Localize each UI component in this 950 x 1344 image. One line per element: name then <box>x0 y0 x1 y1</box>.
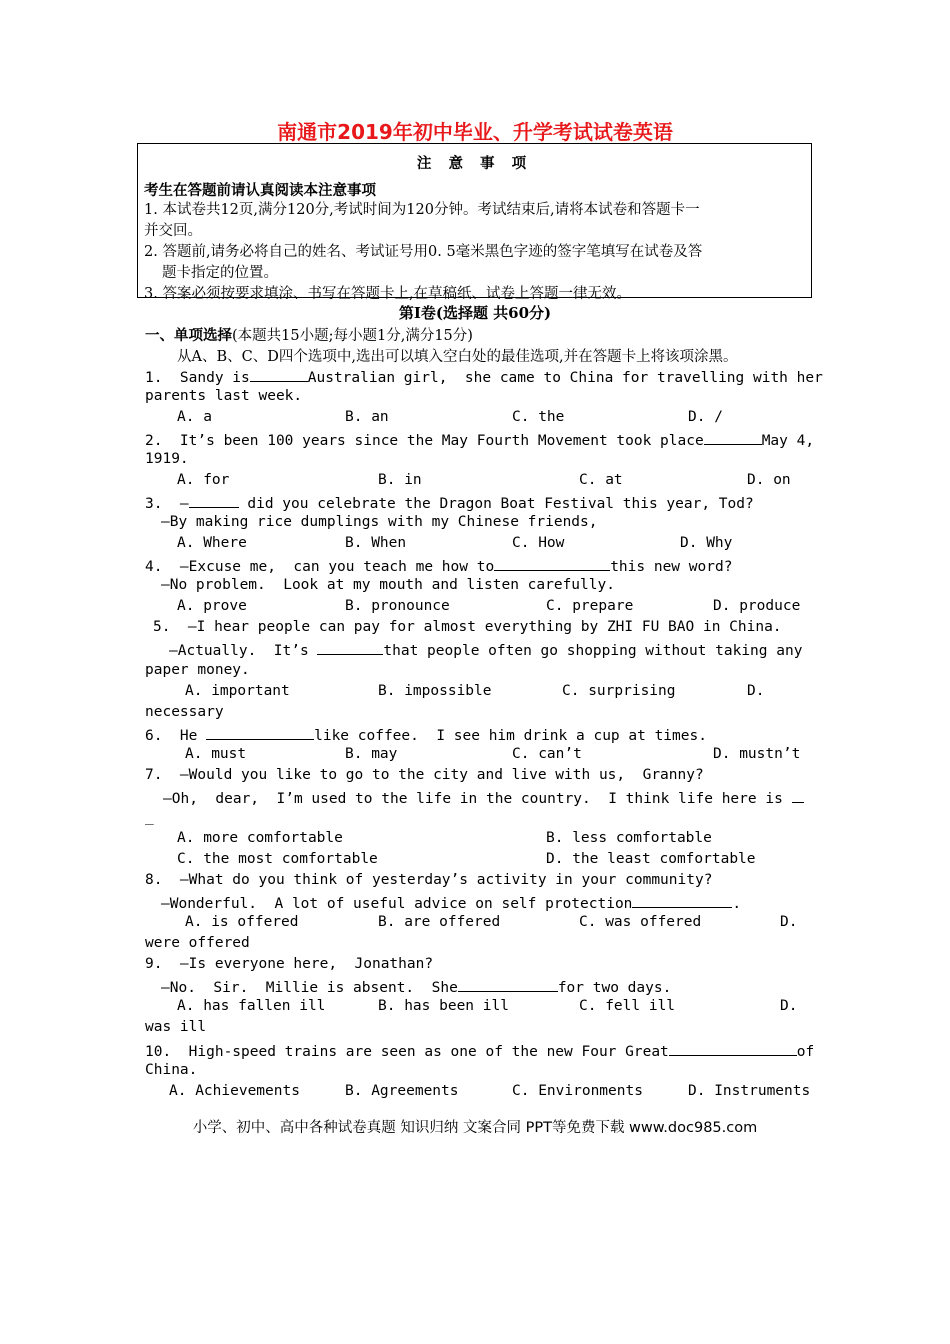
question-1-cont: parents last week. <box>145 388 303 404</box>
option: D. / <box>688 409 723 425</box>
question-text: 3. — <box>145 496 189 512</box>
question-text: 1. Sandy is <box>145 370 250 386</box>
question-text: 2. It’s been 100 years since the May Fourth Movement took place <box>145 433 704 449</box>
answer-blank <box>704 430 762 445</box>
question-text: that people often go shopping without taking any <box>383 643 803 659</box>
question-4-stem <box>145 556 732 575</box>
option: A. Where <box>177 535 247 551</box>
question-text: May 4, <box>761 433 815 449</box>
option-wrap: was ill <box>145 1019 207 1035</box>
question-7-reply <box>163 788 804 807</box>
option: C. How <box>512 535 565 551</box>
option: B. When <box>345 535 407 551</box>
option: B. may <box>345 746 398 762</box>
question-text: 4. —Excuse me, can you teach me how to <box>145 559 495 575</box>
notice-box <box>137 143 812 302</box>
option: A. more comfortable <box>177 830 343 846</box>
question-10-cont: China. <box>145 1062 198 1078</box>
option: A. a <box>177 409 212 425</box>
question-8-stem: 8. —What do you think of yesterday’s activity in your community? <box>145 872 713 888</box>
option: C. Environments <box>512 1083 643 1099</box>
answer-blank <box>792 788 804 803</box>
option: A. Achievements <box>169 1083 300 1099</box>
notice-item: 1. 本试卷共12页,满分120分,考试时间为120分钟。考试结束后,请将本试卷和答题卡一 <box>144 202 700 218</box>
question-2-stem <box>145 430 814 449</box>
option: D. <box>780 914 798 930</box>
option: A. important <box>185 683 290 699</box>
question-7-stem: 7. —Would you like to go to the city and live with us, Granny? <box>145 767 704 783</box>
notice-item: 并交回。 <box>144 223 202 239</box>
question-text: 6. He <box>145 728 207 744</box>
option: C. the <box>512 409 565 425</box>
notice-item: 题卡指定的位置。 <box>162 265 278 281</box>
notice-item: 3. 答案必须按要求填涂、书写在答题卡上,在草稿纸、试卷上答题一律无效。 <box>144 286 632 302</box>
option: D. Instruments <box>688 1083 811 1099</box>
page-title: 南通市2019年初中毕业、升学考试试卷英语 <box>277 120 673 144</box>
question-text: . <box>732 896 742 912</box>
question-text: —Actually. It’s <box>169 643 318 659</box>
question-text: did you celebrate the Dragon Boat Festival this year, Tod? <box>238 496 754 512</box>
question-4-reply: —No problem. Look at my mouth and listen carefully. <box>161 577 615 593</box>
option: C. the most comfortable <box>177 851 378 867</box>
option: B. pronounce <box>345 598 450 614</box>
option: D. mustn’t <box>713 746 801 762</box>
option: C. can’t <box>512 746 582 762</box>
notice-item: 2. 答题前,请务必将自己的姓名、考试证号用0. 5毫米黑色字迹的签字笔填写在试卷及答 <box>144 244 703 260</box>
option: B. less comfortable <box>546 830 712 846</box>
option: D. produce <box>713 598 801 614</box>
option: A. for <box>177 472 230 488</box>
option: B. has been ill <box>378 998 509 1014</box>
option: A. prove <box>177 598 247 614</box>
notice-heading: 注 意 事 项 <box>416 155 533 172</box>
option: A. is offered <box>185 914 299 930</box>
option: C. at <box>579 472 623 488</box>
question-3-stem <box>145 493 754 512</box>
option: B. Agreements <box>345 1083 459 1099</box>
question-1-stem <box>145 367 823 386</box>
section-title: 第Ⅰ卷(选择题 共60分) <box>398 304 552 322</box>
option: B. are offered <box>378 914 501 930</box>
question-5-stem: 5. —I hear people can pay for almost everything by ZHI FU BAO in China. <box>153 619 782 635</box>
question-10-stem <box>145 1041 814 1060</box>
answer-blank <box>206 725 314 740</box>
question-9-stem: 9. —Is everyone here, Jonathan? <box>145 956 434 972</box>
question-9-reply <box>161 977 671 996</box>
question-text: 10. High-speed trains are seen as one of the new Four Great <box>145 1044 669 1060</box>
question-5-reply <box>169 640 802 659</box>
option: C. prepare <box>546 598 634 614</box>
answer-blank <box>632 893 732 908</box>
question-3-reply: —By making rice dumplings with my Chinese friends, <box>161 514 598 530</box>
question-text: —Oh, dear, I’m used to the life in the country. I think life here is <box>163 791 792 807</box>
notice-subheading: 考生在答题前请认真阅读本注意事项 <box>144 182 376 199</box>
question-text: of <box>796 1044 815 1060</box>
question-text: —No. Sir. Millie is absent. She <box>161 980 458 996</box>
option: D. on <box>747 472 791 488</box>
option: A. must <box>185 746 247 762</box>
question-text: —Wonderful. A lot of useful advice on self protection <box>161 896 633 912</box>
part-heading-note: (本题共15小题;每小题1分,满分15分) <box>232 328 473 344</box>
question-text: for two days. <box>557 980 672 996</box>
option: C. was offered <box>579 914 702 930</box>
question-2-cont: 1919. <box>145 451 189 467</box>
answer-blank <box>317 640 383 655</box>
option-wrap: necessary <box>145 704 224 720</box>
question-6-stem <box>145 725 707 744</box>
question-text: this new word? <box>610 559 733 575</box>
part-heading <box>145 324 473 345</box>
option: B. impossible <box>378 683 492 699</box>
option-wrap: were offered <box>145 935 250 951</box>
question-8-reply <box>161 893 741 912</box>
option: B. an <box>345 409 389 425</box>
option: C. surprising <box>562 683 676 699</box>
option: D. <box>747 683 765 699</box>
option: A. has fallen ill <box>177 998 326 1014</box>
question-text: Australian girl, she came to China for travelling with her <box>307 370 823 386</box>
question-5-cont: paper money. <box>145 662 250 678</box>
question-text: like coffee. I see him drink a cup at times. <box>314 728 707 744</box>
option: D. the least comfortable <box>546 851 756 867</box>
answer-blank <box>189 493 239 508</box>
part-instruction: 从A、B、C、D四个选项中,选出可以填入空白处的最佳选项,并在答题卡上将该项涂黑。 <box>177 349 738 365</box>
answer-blank <box>250 367 308 382</box>
answer-blank <box>494 556 610 571</box>
option: B. in <box>378 472 422 488</box>
footer-text: 小学、初中、高中各种试卷真题 知识归纳 文案合同 PPT等免费下载 www.doc985.com <box>192 1120 758 1136</box>
option: D. <box>780 998 798 1014</box>
part-heading-label: 一、单项选择 <box>145 327 232 344</box>
option: C. fell ill <box>579 998 676 1014</box>
option: D. Why <box>680 535 733 551</box>
question-7-cont: _ <box>145 809 154 825</box>
answer-blank <box>458 977 558 992</box>
answer-blank <box>669 1041 797 1056</box>
